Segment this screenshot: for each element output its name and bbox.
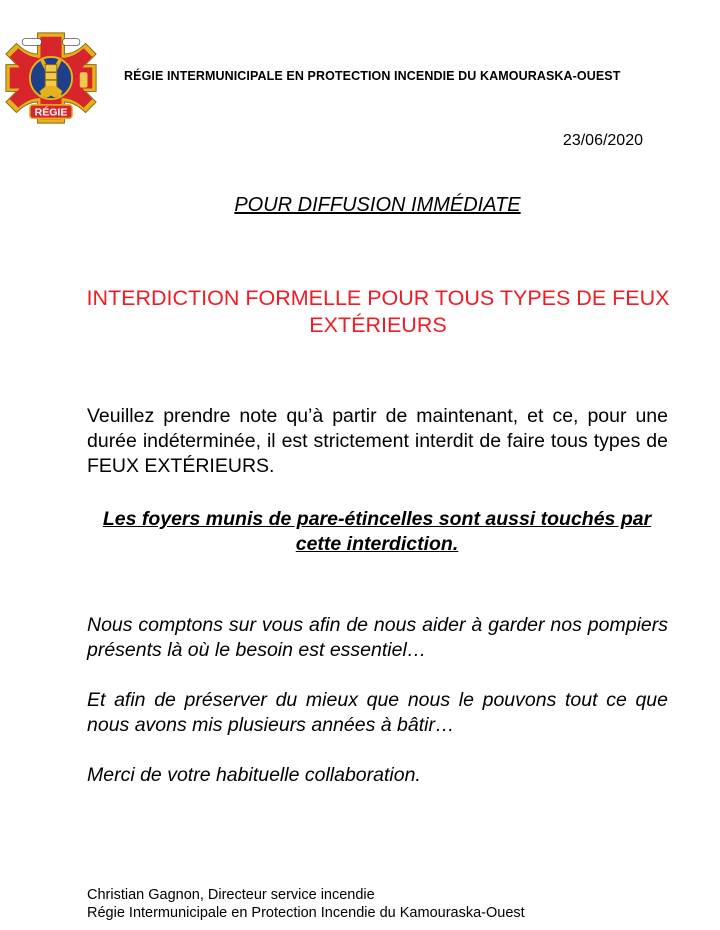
- signature-name: Christian Gagnon, Directeur service incendie: [87, 887, 375, 903]
- warning-paragraph: Les foyers munis de pare-étincelles sont aussi touchés par cette interdiction.: [102, 508, 652, 555]
- fire-department-logo: [2, 30, 100, 126]
- document-date: 23/06/2020: [562, 132, 643, 149]
- body-paragraph-4: Et afin de préserver du mieux que nous le pouvons tout ce que nous avons mis plusieurs années à bâtir…: [87, 689, 668, 736]
- closing-line: Merci de votre habituelle collaboration.: [87, 764, 421, 786]
- signature-block: [87, 886, 707, 922]
- body-paragraph-1: Veuillez prendre note qu’à partir de maintenant, et ce, pour une durée indéterminée, il est strictement interdit de faire tous types de FEUX EXTÉRIEURS.: [87, 405, 668, 477]
- release-label: POUR DIFFUSION IMMÉDIATE: [234, 194, 521, 216]
- logo-text: RÉGIE: [34, 106, 68, 119]
- body-paragraph-3: Nous comptons sur vous afin de nous aider à garder nos pompiers présents là où le besoin est essentiel…: [87, 614, 668, 661]
- headline: INTERDICTION FORMELLE POUR TOUS TYPES DE FEUX EXTÉRIEURS: [86, 286, 670, 337]
- signature-organization: Régie Intermunicipale en Protection Incendie du Kamouraska-Ouest: [87, 905, 525, 921]
- organization-header: RÉGIE INTERMUNICIPALE EN PROTECTION INCENDIE DU KAMOURASKA-OUEST: [124, 69, 621, 83]
